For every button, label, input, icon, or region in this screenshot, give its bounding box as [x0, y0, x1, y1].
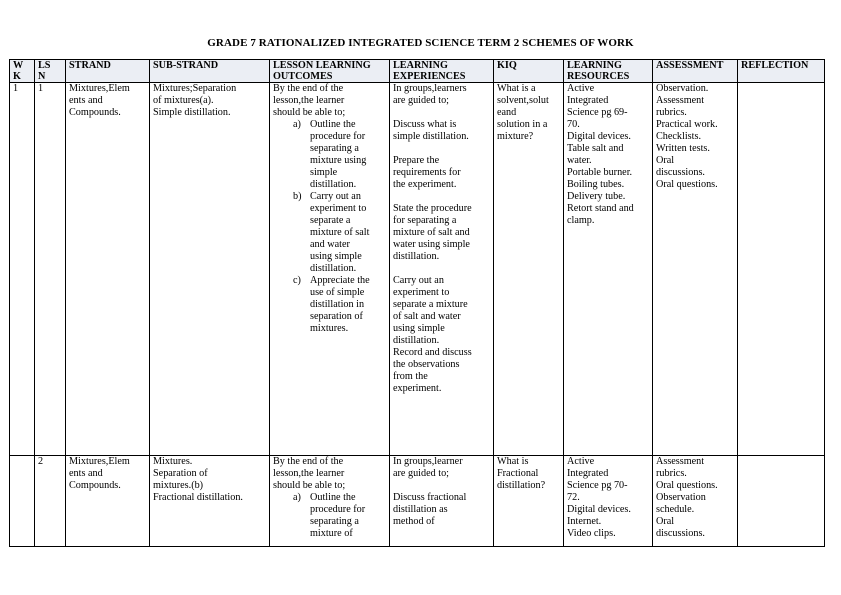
text-line: Delivery tube.: [567, 191, 626, 202]
text-line: simple: [310, 167, 338, 178]
header-reflection: REFLECTION: [738, 60, 825, 83]
outcomes-intro: [273, 83, 386, 119]
paragraph: [393, 119, 490, 143]
text-line: Fractional: [497, 468, 539, 479]
text-line: distillation.: [310, 263, 357, 274]
text-line: for separating a: [393, 215, 457, 226]
text-line: lesson,the learner: [273, 95, 345, 106]
text-line: Written tests.: [656, 143, 710, 154]
text-line: Prepare the: [393, 155, 440, 166]
paragraph-gap: [393, 107, 490, 119]
text-line: discussions.: [656, 167, 705, 178]
text-line: separation of: [310, 311, 363, 322]
text-line: Carry out an: [310, 191, 361, 202]
text-line: Digital devices.: [567, 504, 631, 515]
text-line: experiment to: [393, 287, 450, 298]
text-line: water.: [567, 155, 592, 166]
text-line: Mixtures,Elem: [69, 83, 130, 94]
paragraph-gap: [393, 480, 490, 492]
text-line: of mixtures(a).: [153, 95, 214, 106]
text-line: Observation.: [656, 83, 709, 94]
outcome-item: [273, 275, 386, 335]
paragraph: [393, 492, 490, 528]
paragraph: [393, 203, 490, 263]
text-line: distillation as: [393, 504, 448, 515]
cell-wk: [10, 456, 35, 547]
text-line: LESSON LEARNING: [273, 60, 371, 71]
text-line: Assessment: [656, 95, 705, 106]
text-line: Carry out an: [393, 275, 444, 286]
cell-kiq: [494, 456, 564, 547]
text-line: rubrics.: [656, 107, 687, 118]
paragraph: [393, 155, 490, 191]
text-line: Science pg 69-: [567, 107, 628, 118]
text-line: Record and discuss: [393, 347, 472, 358]
text-line: should be able to;: [273, 107, 346, 118]
text-line: mixture of salt: [310, 227, 370, 238]
text-line: mixture of: [310, 528, 353, 539]
text-line: separate a mixture: [393, 299, 468, 310]
text-line: Integrated: [567, 468, 609, 479]
text-line: LEARNING: [393, 60, 448, 71]
cell-outcomes: [270, 456, 390, 547]
text-line: EXPERIENCES: [393, 70, 466, 82]
text-line: Portable burner.: [567, 167, 633, 178]
header-outcomes-lines: [273, 61, 386, 82]
text-line: mixtures.(b): [153, 480, 204, 491]
text-line: requirements for: [393, 167, 461, 178]
header-wk-lines: [13, 61, 31, 82]
strand-lines: [69, 456, 146, 492]
text-line: Internet.: [567, 516, 602, 527]
text-line: and water: [310, 239, 350, 250]
text-line: eand: [497, 107, 517, 118]
text-line: distillation in: [310, 299, 365, 310]
text-line: experiment.: [393, 383, 442, 394]
cell-strand: [66, 456, 150, 547]
text-line: separate a: [310, 215, 351, 226]
text-line: In groups,learner: [393, 456, 463, 467]
text-line: rubrics.: [656, 468, 687, 479]
paragraph-gap: [393, 263, 490, 275]
page-title: GRADE 7 RATIONALIZED INTEGRATED SCIENCE TERM 2 SCHEMES OF WORK: [207, 37, 634, 49]
outcome-item: [273, 191, 386, 275]
text-line: Science pg 70-: [567, 480, 628, 491]
text-line: the experiment.: [393, 179, 457, 190]
kiq-lines: [497, 83, 560, 143]
text-line: N: [38, 70, 46, 82]
text-line: method of: [393, 516, 435, 527]
text-line: LEARNING: [567, 60, 622, 71]
text-line: procedure for: [310, 504, 366, 515]
text-line: mixtures.: [310, 323, 349, 334]
header-sub-strand: SUB-STRAND: [150, 60, 270, 83]
text-line: from the: [393, 371, 428, 382]
outcomes-list: [273, 492, 386, 540]
text-line: Digital devices.: [567, 131, 631, 142]
header-outcomes: [270, 60, 390, 83]
outcome-label: b): [293, 191, 302, 202]
text-line: Mixtures;Separation: [153, 83, 237, 94]
experiences-paragraphs: [393, 456, 490, 528]
header-resources: [564, 60, 653, 83]
cell-assessment: [653, 83, 738, 456]
text-line: What is a: [497, 83, 536, 94]
cell-experiences: [390, 456, 494, 547]
text-line: Observation: [656, 492, 706, 503]
paragraph-gap: [393, 191, 490, 203]
text-line: mixture of salt and: [393, 227, 470, 238]
text-line: distillation.: [310, 179, 357, 190]
header-row: [10, 60, 825, 83]
assessment-lines: [656, 456, 734, 540]
text-line: Checklists.: [656, 131, 701, 142]
text-line: experiment to: [310, 203, 367, 214]
text-line: Oral: [656, 155, 675, 166]
text-line: mixture using: [310, 155, 367, 166]
text-line: mixture?: [497, 131, 534, 142]
text-line: Oral: [656, 516, 675, 527]
text-line: are guided to;: [393, 468, 450, 479]
cell-experiences: [390, 83, 494, 456]
text-line: distillation?: [497, 480, 546, 491]
text-line: Practical work.: [656, 119, 718, 130]
outcome-label: c): [293, 275, 301, 286]
header-wk: [10, 60, 35, 83]
paragraph: [393, 275, 490, 395]
text-line: distillation.: [393, 335, 440, 346]
paragraph-gap: [393, 143, 490, 155]
text-line: In groups,learners: [393, 83, 467, 94]
text-line: separating a: [310, 143, 359, 154]
header-strand: STRAND: [66, 60, 150, 83]
text-line: procedure for: [310, 131, 366, 142]
text-line: Simple distillation.: [153, 107, 231, 118]
cell-resources: [564, 83, 653, 456]
text-line: lesson,the learner: [273, 468, 345, 479]
paragraph: [393, 456, 490, 480]
text-line: Video clips.: [567, 528, 616, 539]
text-line: Retort stand and: [567, 203, 634, 214]
cell-strand: [66, 83, 150, 456]
header-experiences: [390, 60, 494, 83]
text-line: Discuss fractional: [393, 492, 467, 503]
text-line: Outline the: [310, 119, 356, 130]
text-line: clamp.: [567, 215, 595, 226]
text-line: solvent,solut: [497, 95, 549, 106]
paragraph: [393, 83, 490, 107]
text-line: ents and: [69, 95, 103, 106]
text-line: distillation.: [393, 251, 440, 262]
text-line: Discuss what is: [393, 119, 457, 130]
text-line: the observations: [393, 359, 460, 370]
header-assessment: ASSESSMENT: [653, 60, 738, 83]
table-row: [10, 456, 825, 547]
text-line: solution in a: [497, 119, 548, 130]
text-line: Mixtures.: [153, 456, 193, 467]
sub-strand-lines: [153, 456, 266, 504]
assessment-lines: [656, 83, 734, 191]
text-line: LS: [38, 60, 51, 71]
text-line: Fractional distillation.: [153, 492, 243, 503]
resources-lines: [567, 83, 649, 227]
text-line: Oral questions.: [656, 179, 718, 190]
cell-reflection: [738, 83, 825, 456]
text-line: 72.: [567, 492, 580, 503]
text-line: By the end of the: [273, 456, 344, 467]
text-line: State the procedure: [393, 203, 472, 214]
header-lsn-lines: [38, 61, 62, 82]
text-line: simple distillation.: [393, 131, 469, 142]
text-line: using simple: [393, 323, 445, 334]
cell-assessment: [653, 456, 738, 547]
resources-lines: [567, 456, 649, 540]
cell-sub-strand: [150, 83, 270, 456]
text-line: of salt and water: [393, 311, 461, 322]
text-line: water using simple: [393, 239, 470, 250]
cell-sub-strand: [150, 456, 270, 547]
text-line: By the end of the: [273, 83, 344, 94]
sub-strand-lines: [153, 83, 266, 119]
text-line: Active: [567, 456, 595, 467]
header-lsn: [35, 60, 66, 83]
strand-lines: [69, 83, 146, 119]
outcomes-list: [273, 119, 386, 335]
cell-wk: 1: [10, 83, 35, 456]
cell-kiq: [494, 83, 564, 456]
text-line: should be able to;: [273, 480, 346, 491]
table-row: [10, 83, 825, 456]
text-line: Active: [567, 83, 595, 94]
text-line: W: [13, 60, 24, 71]
cell-outcomes: [270, 83, 390, 456]
outcome-item: [273, 119, 386, 191]
text-line: Mixtures,Elem: [69, 456, 130, 467]
text-line: Table salt and: [567, 143, 624, 154]
outcomes-intro: [273, 456, 386, 492]
text-line: separating a: [310, 516, 359, 527]
cell-reflection: [738, 456, 825, 547]
text-line: Appreciate the: [310, 275, 370, 286]
cell-lsn: 1: [35, 83, 66, 456]
outcome-item: [273, 492, 386, 540]
cell-lsn: 2: [35, 456, 66, 547]
text-line: Boiling tubes.: [567, 179, 625, 190]
text-line: using simple: [310, 251, 362, 262]
text-line: K: [13, 70, 21, 82]
header-kiq: KIQ: [494, 60, 564, 83]
text-line: Compounds.: [69, 107, 121, 118]
schemes-of-work-table: [9, 59, 825, 547]
text-line: are guided to;: [393, 95, 450, 106]
text-line: schedule.: [656, 504, 695, 515]
text-line: Compounds.: [69, 480, 121, 491]
outcome-label: a): [293, 492, 301, 503]
text-line: What is: [497, 456, 529, 467]
text-line: Outline the: [310, 492, 356, 503]
header-experiences-lines: [393, 61, 490, 82]
kiq-lines: [497, 456, 560, 492]
text-line: ents and: [69, 468, 103, 479]
text-line: Assessment: [656, 456, 705, 467]
header-resources-lines: [567, 61, 649, 82]
outcome-label: a): [293, 119, 301, 130]
text-line: use of simple: [310, 287, 365, 298]
cell-resources: [564, 456, 653, 547]
text-line: RESOURCES: [567, 70, 630, 82]
text-line: Integrated: [567, 95, 609, 106]
text-line: Separation of: [153, 468, 208, 479]
text-line: OUTCOMES: [273, 70, 333, 82]
experiences-paragraphs: [393, 83, 490, 395]
text-line: 70.: [567, 119, 580, 130]
text-line: Oral questions.: [656, 480, 718, 491]
text-line: discussions.: [656, 528, 705, 539]
